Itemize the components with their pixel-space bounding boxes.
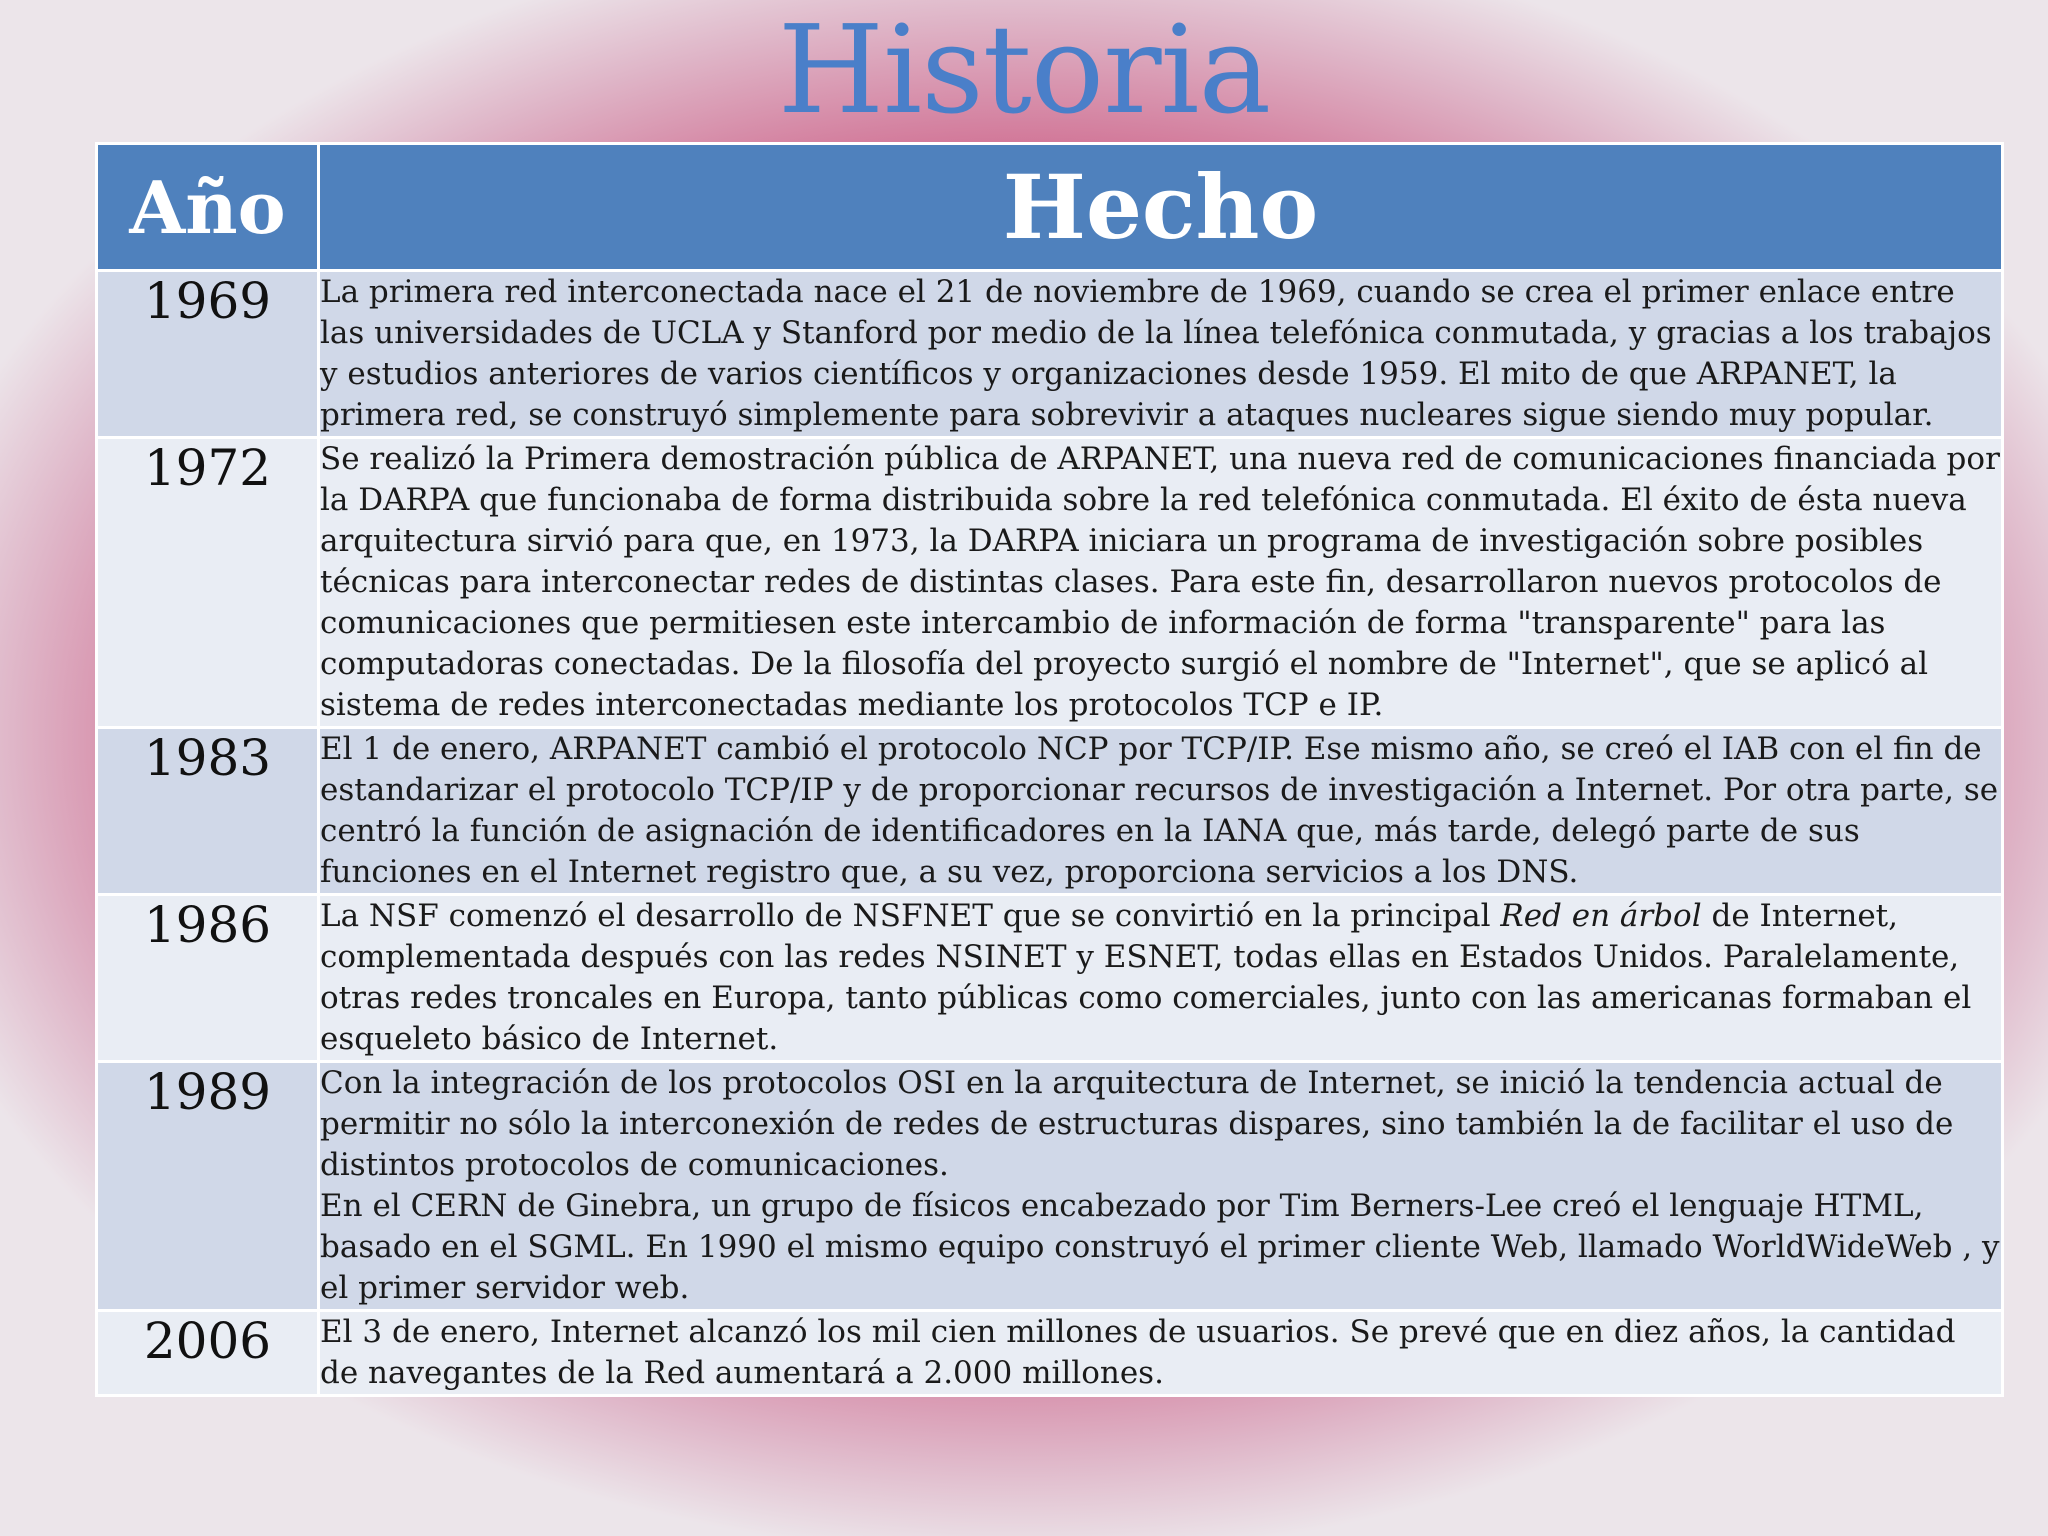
row-year: 2006 — [97, 1311, 319, 1396]
header-fact: Hecho — [319, 144, 2003, 271]
table-header-row — [97, 144, 2003, 271]
table-row — [97, 1062, 2003, 1311]
slide-title: Historia — [777, 0, 1271, 141]
row-fact: La primera red interconectada nace el 21 de noviembre de 1969, cuando se crea el primer enlace entre las universidades de UCLA y Stanford por medio de la línea telefónica conmutada, y gracias a los trabajos y estudios anteriores de varios científicos y organizaciones desde 1959. El mito de que ARPANET, la primera red, se construyó simplemente para sobrevivir a ataques nucleares sigue siendo muy popular. — [319, 271, 2003, 438]
table-row — [97, 271, 2003, 438]
table-row — [97, 1311, 2003, 1396]
row-fact: El 3 de enero, Internet alcanzó los mil cien millones de usuarios. Se prevé que en diez años, la cantidad de navegantes de la Red aumentará a 2.000 millones. — [319, 1311, 2003, 1396]
row-fact: El 1 de enero, ARPANET cambió el protocolo NCP por TCP/IP. Ese mismo año, se creó el IAB con el fin de estandarizar el protocolo TCP/IP y de proporcionar recursos de investigación a Internet. Por otra parte, se centró la función de asignación de identificadores en la IANA que, más tarde, delegó parte de sus funciones en el Internet registro que, a su vez, proporciona servicios a los DNS. — [319, 728, 2003, 895]
history-table — [95, 142, 2004, 1397]
header-year: Año — [97, 144, 319, 271]
table-row — [97, 895, 2003, 1062]
row-fact — [319, 895, 2003, 1062]
row-year: 1969 — [97, 271, 319, 438]
table-row — [97, 728, 2003, 895]
row-fact: Se realizó la Primera demostración pública de ARPANET, una nueva red de comunicaciones financiada por la DARPA que funcionaba de forma distribuida sobre la red telefónica conmutada. El éxito de ésta nueva arquitectura sirvió para que, en 1973, la DARPA iniciara un programa de investigación sobre posibles técnicas para interconectar redes de distintas clases. Para este fin, desarrollaron nuevos protocolos de comunicaciones que permitiesen este intercambio de información de forma "transparente" para las computadoras conectadas. De la filosofía del proyecto surgió el nombre de "Internet", que se aplicó al sistema de redes interconectadas mediante los protocolos TCP e IP. — [319, 438, 2003, 728]
row-year: 1989 — [97, 1062, 319, 1311]
fact-text-italic: Red en árbol — [1500, 898, 1702, 934]
fact-text-before: La NSF comenzó el desarrollo de NSFNET que se convirtió en la principal — [320, 898, 1501, 934]
row-year: 1983 — [97, 728, 319, 895]
row-year: 1972 — [97, 438, 319, 728]
fact-text-after: de Internet, complementada después con las redes NSINET y ESNET, todas ellas en Estados Unidos. Paralelamente, otras redes troncales en Europa, tanto públicas como comerciales, junto con las americanas formaban el esqueleto básico de Internet. — [320, 898, 1972, 1057]
table-row — [97, 438, 2003, 728]
row-fact: Con la integración de los protocolos OSI en la arquitectura de Internet, se inició la tendencia actual de permitir no sólo la interconexión de redes de estructuras dispares, sino también la de facilitar el uso de distintos protocolos de comunicaciones. En el CERN de Ginebra, un grupo de físicos encabezado por Tim Berners-Lee creó el lenguaje HTML, basado en el SGML. En 1990 el mismo equipo construyó el primer cliente Web, llamado WorldWideWeb , y el primer servidor web. — [319, 1062, 2003, 1311]
row-year: 1986 — [97, 895, 319, 1062]
